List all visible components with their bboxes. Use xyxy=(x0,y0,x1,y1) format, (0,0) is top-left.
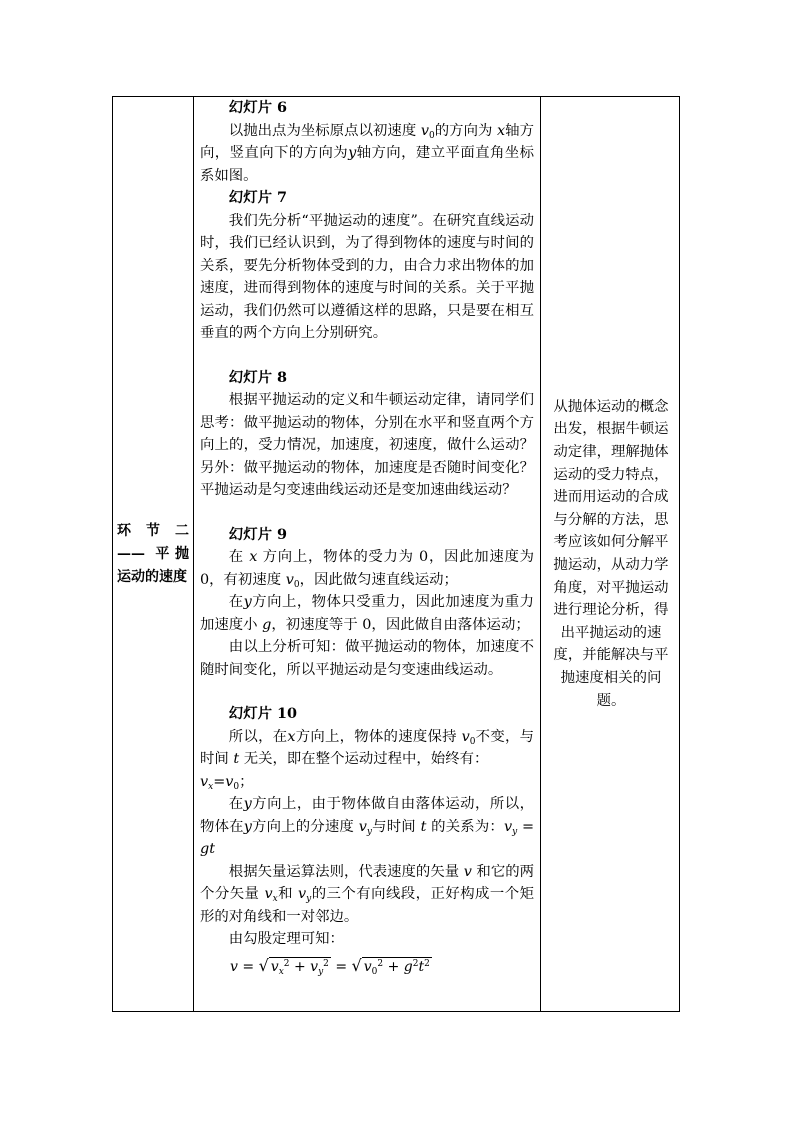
slide-10-text-y: 在y方向上，由于物体做自由落体运动，所以，物体在y方向上的分速度 $v_y$与时间 t 的关系为：$v_y$ = gt xyxy=(200,796,534,857)
slide-9-text-y: 在y方向上，物体只受重力，因此加速度为重力加速度小 g，初速度等于 0，因此做自由落体运动； xyxy=(200,594,534,633)
slide-9-conclusion: 由以上分析可知：做平抛运动的物体，加速度不随时间变化，所以平抛运动是匀变速曲线运动。 xyxy=(200,639,534,678)
stage-cell xyxy=(113,97,193,1011)
slide-7-title: 幻灯片 7 xyxy=(228,189,287,206)
design-intent: 从抛体运动的概念出发，根据牛顿运动定律，理解抛体运动的受力特点，进而用运动的合成与分解的方法，思考应该如何分解平抛运动，从动力学角度，对平抛运动进行理论分析，得出平抛运动的速度，并能解决与平抛速度相关的问题。 xyxy=(553,398,669,709)
slide-6-title: 幻灯片 6 xyxy=(228,99,287,116)
lesson-table xyxy=(112,96,680,1012)
slide-10-pythagoras: 由勾股定理可知： xyxy=(228,931,344,947)
equation-vx: $v_x=v_0$； xyxy=(200,773,254,792)
intent-cell xyxy=(541,97,681,1011)
speed-formula: v = √ $v_x^2 + v_y^2$ = √ $v_0^2 + g^2t^2$ xyxy=(230,955,430,977)
slide-7-text: 我们先分析“平抛运动的速度”。在研究直线运动时，我们已经认识到，为了得到物体的速度与时间的关系，要先分析物体受到的力，由合力求出物体的加速度，进而得到物体的速度与时间的关系。关于平抛运动，我们仍然可以遵循这样的思路，只是要在相互垂直的两个方向上分别研究。 xyxy=(200,212,534,341)
slide-10-vector-text: 根据矢量运算法则，代表速度的矢量 v 和它的两个分矢量 $v_x$和 $v_y$的三个有向线段，正好构成一个矩形的对角线和一对邻边。 xyxy=(200,863,534,925)
content-cell xyxy=(194,97,540,978)
slide-10-text-x: 所以，在x方向上，物体的速度保持 $v_0$不变，与时间 t 无关，即在整个运动过程中，始终有： xyxy=(200,728,534,767)
stage-label: 环 节 二—— 平抛运动的速度 xyxy=(117,522,189,585)
slide-9-text-x: 在 x 方向上，物体的受力为 0，因此加速度为 0，有初速度 $v_0$，因此做匀速直线运动； xyxy=(200,549,535,590)
slide-6-text: 以抛出点为坐标原点以初速度 $v_0$的方向为 x轴方向，竖直向下的方向为y轴方向，建立平面直角坐标系如图。 xyxy=(200,122,534,184)
slide-9-title: 幻灯片 9 xyxy=(228,525,287,543)
slide-8-text: 根据平抛运动的定义和牛顿运动定律，请同学们思考：做平抛运动的物体，分别在水平和竖直两个方向上的，受力情况，加速度，初速度，做什么运动？另外：做平抛运动的物体，加速度是否随时间变化？平抛运动是匀变速曲线运动还是变加速曲线运动？ xyxy=(200,392,534,498)
slide-8-title: 幻灯片 8 xyxy=(228,368,287,386)
slide-10-title: 幻灯片 10 xyxy=(228,705,298,722)
